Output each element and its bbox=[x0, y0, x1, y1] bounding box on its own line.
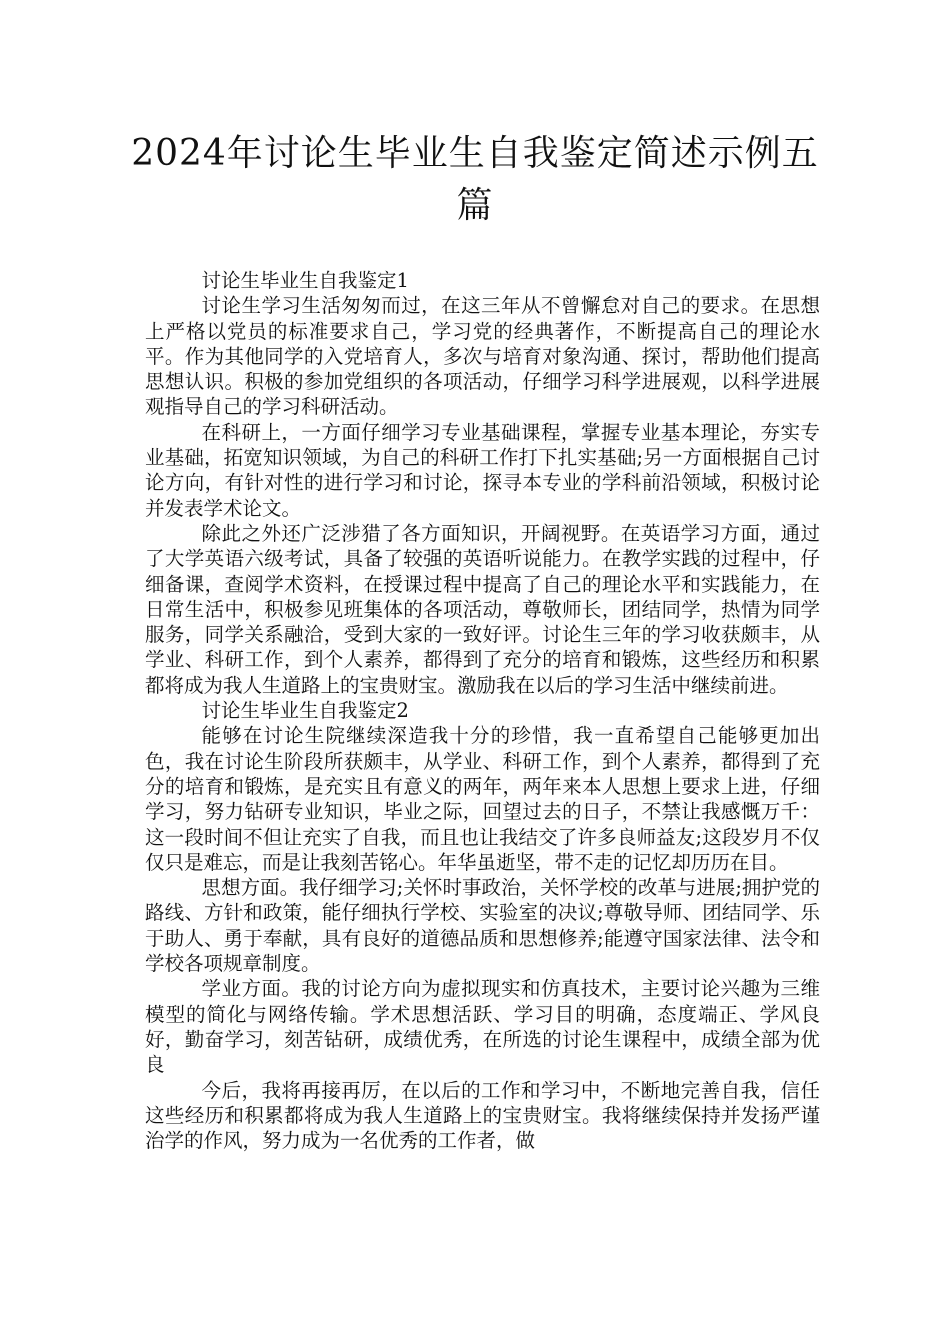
paragraph: 能够在讨论生院继续深造我十分的珍惜，我一直希望自己能够更加出色，我在讨论生阶段所获颇丰，从学业、科研工作，到个人素养，都得到了充分的培育和锻炼，是充实且有意义的两年，两年来本人思想上要求上进，仔细学习，努力钻研专业知识，毕业之际，回望过去的日子，不禁让我感慨万千：这一段时间不但让充实了自我，而且也让我结交了许多良师益友;这段岁月不仅仅只是难忘，而是让我刻苦铭心。年华虽逝坚，带不走的记忆却历历在目。 bbox=[145, 724, 820, 874]
paragraph: 今后，我将再接再厉，在以后的工作和学习中，不断地完善自我，信任这些经历和积累都将成为我人生道路上的宝贵财宝。我将继续保持并发扬严谨治学的作风，努力成为一名优秀的工作者，做 bbox=[145, 1078, 820, 1153]
document-body bbox=[145, 268, 820, 1153]
paragraph: 在科研上，一方面仔细学习专业基础课程，掌握专业基本理论，夯实专业基础，拓宽知识领域，为自己的科研工作打下扎实基础;另一方面根据自己讨论方向，有针对性的进行学习和讨论，探寻本专业的学科前沿领域，积极讨论并发表学术论文。 bbox=[145, 420, 820, 520]
section-heading-2: 讨论生毕业生自我鉴定2 bbox=[201, 699, 409, 723]
paragraph: 思想方面。我仔细学习;关怀时事政治，关怀学校的改革与进展;拥护党的路线、方针和政策，能仔细执行学校、实验室的决议;尊敬导师、团结同学、乐于助人、勇于奉献，具有良好的道德品质和思想修养;能遵守国家法律、法令和学校各项规章制度。 bbox=[145, 876, 820, 976]
section-heading-1: 讨论生毕业生自我鉴定1 bbox=[201, 269, 409, 292]
paragraph: 讨论生学习生活匆匆而过，在这三年从不曾懈怠对自己的要求。在思想上严格以党员的标准要求自己，学习党的经典著作，不断提高自己的理论水平。作为其他同学的入党培育人，多次与培育对象沟通、探讨，帮助他们提高思想认识。积极的参加党组织的各项活动，仔细学习科学进展观，以科学进展观指导自己的学习科研活动。 bbox=[145, 294, 820, 419]
document-title: 2024年讨论生毕业生自我鉴定简述示例五篇 bbox=[131, 133, 819, 226]
paragraph: 学业方面。我的讨论方向为虚拟现实和仿真技术，主要讨论兴趣为三维模型的简化与网络传输。学术思想活跃、学习目的明确，态度端正、学风良好，勤奋学习，刻苦钻研，成绩优秀，在所选的讨论生课程中，成绩全部为优良 bbox=[145, 977, 820, 1077]
paragraph: 除此之外还广泛涉猎了各方面知识，开阔视野。在英语学习方面，通过了大学英语六级考试，具备了较强的英语听说能力。在教学实践的过程中，仔细备课，查阅学术资料，在授课过程中提高了自己的理论水平和实践能力，在日常生活中，积极参见班集体的各项活动，尊敬师长，团结同学，热情为同学服务，同学关系融洽，受到大家的一致好评。讨论生三年的学习收获颇丰，从学业、科研工作，到个人素养，都得到了充分的培育和锻炼，这些经历和积累都将成为我人生道路上的宝贵财宝。激励我在以后的学习生活中继续前进。 bbox=[145, 521, 820, 697]
